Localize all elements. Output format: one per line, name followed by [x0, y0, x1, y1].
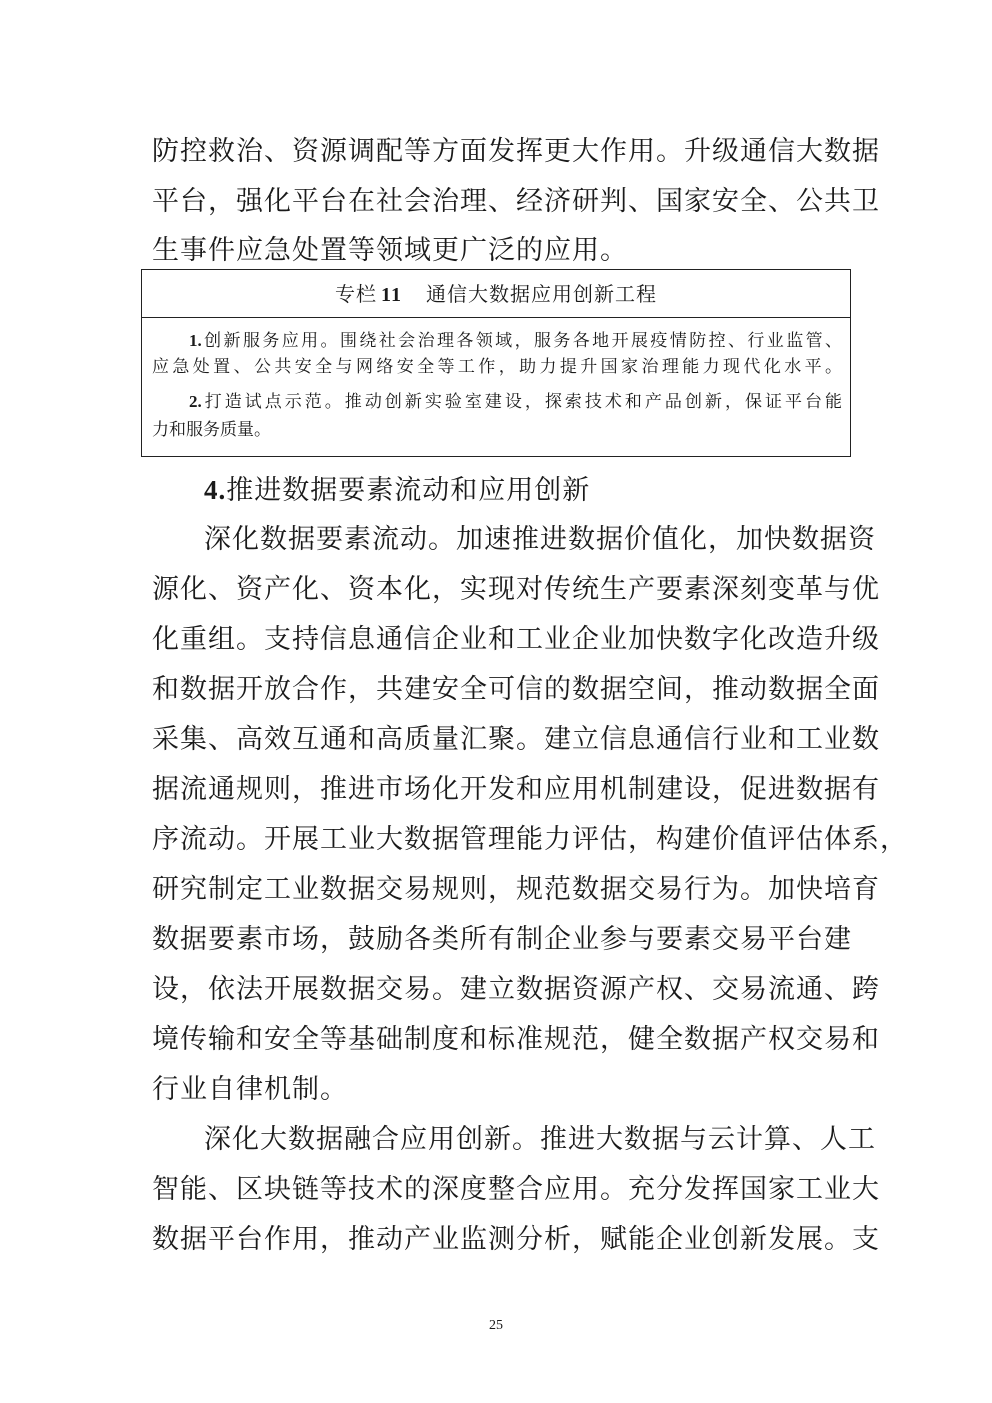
- paragraph1-line-5: 采集、高效互通和高质量汇聚。建立信息通信行业和工业数: [152, 724, 880, 755]
- paragraph1-line-8: 研究制定工业数据交易规则，规范数据交易行为。加快培育: [152, 874, 880, 905]
- paragraph1-line-11: 境传输和安全等基础制度和标准规范，健全数据产权交易和: [152, 1024, 880, 1055]
- paragraph1-line-6: 据流通规则，推进市场化开发和应用机制建设，促进数据有: [152, 774, 880, 805]
- column-box-item-2-number: 2.: [189, 392, 202, 411]
- column-box-item-1-text-1: 创新服务应用。围绕社会治理各领域，服务各地开展疫情防控、行业监管、: [201, 331, 842, 351]
- paragraph2-line-2: 智能、区块链等技术的深度整合应用。充分发挥国家工业大: [152, 1174, 880, 1205]
- column-box-item-2-text-1: 打造试点示范。推动创新实验室建设，探索技术和产品创新，保证平台能: [201, 392, 842, 412]
- column-box-title-text: 通信大数据应用创新工程: [425, 282, 657, 306]
- paragraph1-line-2: 源化、资产化、资本化，实现对传统生产要素深刻变革与优: [152, 574, 880, 605]
- paragraph1-line-1: 深化数据要素流动。加速推进数据价值化，加快数据资: [204, 524, 876, 555]
- paragraph1-line-9: 数据要素市场，鼓励各类所有制企业参与要素交易平台建: [152, 924, 852, 955]
- column-box-item-2-line-1: [189, 390, 842, 414]
- intro-line-1: 防控救治、资源调配等方面发挥更大作用。升级通信大数据: [152, 136, 880, 167]
- section-heading: [204, 473, 590, 508]
- intro-line-3: 生事件应急处置等领域更广泛的应用。: [152, 235, 628, 266]
- paragraph1-line-4: 和数据开放合作，共建安全可信的数据空间，推动数据全面: [152, 674, 880, 705]
- paragraph2-line-3: 数据平台作用，推动产业监测分析，赋能企业创新发展。支: [152, 1224, 880, 1255]
- intro-line-2: 平台，强化平台在社会治理、经济研判、国家安全、公共卫: [152, 186, 880, 217]
- column-box-title: [142, 270, 850, 318]
- paragraph1-line-3: 化重组。支持信息通信企业和工业企业加快数字化改造升级: [152, 624, 880, 655]
- column-box: [141, 269, 851, 457]
- column-box-item-1-line-1: [189, 329, 842, 353]
- paragraph1-line-12: 行业自律机制。: [152, 1074, 348, 1105]
- column-box-title-number: 11: [381, 284, 402, 306]
- column-box-title-prefix: 专栏: [335, 282, 378, 306]
- page-number: 25: [489, 1318, 503, 1333]
- column-box-item-1-number: 1.: [189, 331, 202, 350]
- column-box-item-2-line-2: 力和服务质量。: [152, 420, 271, 440]
- section-heading-number: 4.: [204, 475, 227, 505]
- section-heading-text: 推进数据要素流动和应用创新: [226, 475, 591, 506]
- paragraph1-line-7: 序流动。开展工业大数据管理能力评估，构建价值评估体系，: [152, 824, 908, 855]
- paragraph1-line-10: 设，依法开展数据交易。建立数据资源产权、交易流通、跨: [152, 974, 880, 1005]
- column-box-item-1-line-2: 应急处置、公共安全与网络安全等工作，助力提升国家治理能力现代化水平。: [152, 357, 842, 377]
- paragraph2-line-1: 深化大数据融合应用创新。推进大数据与云计算、人工: [204, 1124, 876, 1155]
